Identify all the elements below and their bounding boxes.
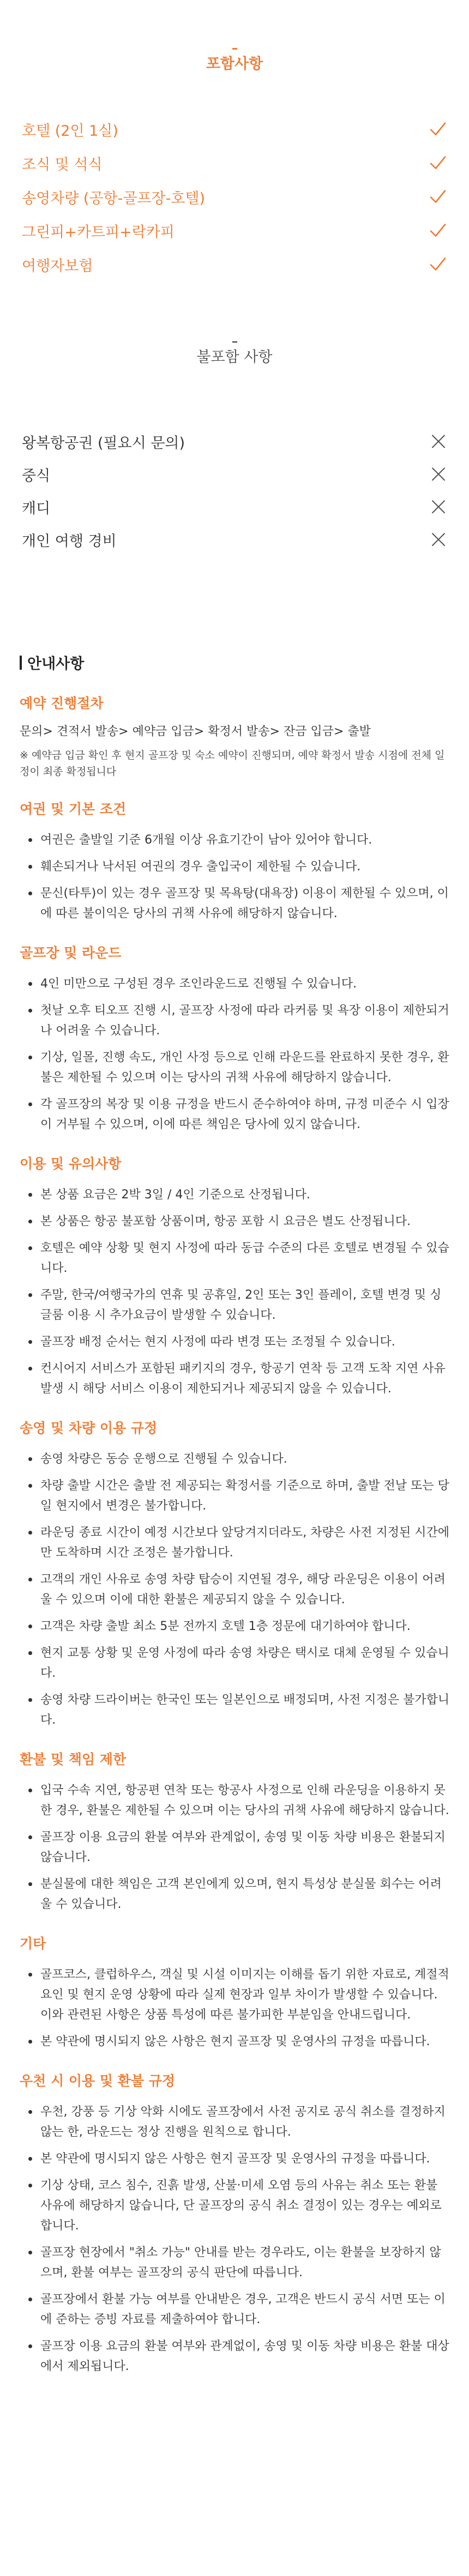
list-item: 골프장에서 환불 가능 여부를 안내받은 경우, 고객은 반드시 공식 서면 또는 이에 준하는 증빙 자료를 제출하여야 합니다. (25, 2289, 449, 2330)
list-item: 라운딩 종료 시간이 예정 시간보다 앞당겨지더라도, 차량은 사전 지정된 시간에만 도착하며 시간 조정은 불가합니다. (25, 1523, 449, 1563)
guide-block (20, 798, 449, 924)
list-item: 골프코스, 클럽하우스, 객실 및 시설 이미지는 이해를 돕기 위한 자료로, 계절적 요인 및 현지 운영 상황에 따라 실제 현장과 일부 차이가 발생할 수 있습니다. 이와 관련된 사항은 상품 특성에 따른 불가피한 부분임을 안내드립니다. (25, 1965, 449, 2025)
guide-block-heading: 여권 및 기본 조건 (20, 801, 127, 817)
guide-title (20, 652, 449, 673)
check-icon (429, 187, 447, 206)
list-item: 훼손되거나 낙서된 여권의 경우 출입국이 제한될 수 있습니다. (25, 857, 449, 877)
included-item (22, 214, 447, 247)
excluded-list (0, 425, 469, 556)
list-item: 골프장 현장에서 "취소 가능" 안내를 받는 경우라도, 이는 환불을 보장하지 않으며, 환불 여부는 골프장의 공식 판단에 따릅니다. (25, 2242, 449, 2283)
guide-block-list (20, 2102, 449, 2377)
check-icon (429, 154, 447, 172)
list-item: 여권은 출발일 기준 6개월 이상 유효기간이 남아 있어야 합니다. (25, 830, 449, 850)
included-marker (232, 48, 237, 50)
guide-block-heading: 환불 및 책임 제한 (20, 1751, 127, 1767)
included-item-label: 송영차량 (공항-골프장-호텔) (22, 190, 206, 207)
close-icon (430, 498, 447, 516)
excluded-header (0, 281, 469, 425)
list-item: 송영 차량 드라이버는 한국인 또는 일본인으로 배정되며, 사전 지정은 불가합니다. (25, 1690, 449, 1730)
list-item: 본 약관에 명시되지 않은 사항은 현지 골프장 및 운영사의 규정을 따릅니다. (25, 2149, 449, 2169)
booking-block (20, 693, 449, 780)
guide-section (0, 556, 469, 2377)
excluded-item-label: 왕복항공권 (필요시 문의) (22, 434, 185, 452)
included-title: 포함사항 (206, 56, 263, 72)
included-list (0, 112, 469, 281)
included-item-label: 호텔 (2인 1실) (22, 122, 118, 140)
list-item: 우천, 강풍 등 기상 악화 시에도 골프장에서 사전 공지로 공식 취소를 결정하지 않는 한, 라운드는 정상 진행을 원칙으로 합니다. (25, 2102, 449, 2142)
list-item: 차량 출발 시간은 출발 전 제공되는 확정서를 기준으로 하며, 출발 전날 또는 당일 현지에서 변경은 불가합니다. (25, 1476, 449, 1516)
guide-block-list (20, 830, 449, 924)
guide-block (20, 1153, 449, 1399)
list-item: 송영 차량은 동승 운행으로 진행될 수 있습니다. (25, 1449, 449, 1469)
booking-heading: 예약 진행절차 (20, 695, 104, 711)
guide-block-list (20, 1965, 449, 2052)
guide-block (20, 1749, 449, 1914)
booking-note: ※ 예약금 입금 확인 후 현지 골프장 및 숙소 예약이 진행되며, 예약 확정서 발송 시점에 전체 일정이 최종 확정됩니다 (20, 749, 445, 778)
list-item: 입국 수속 지연, 항공편 연착 또는 항공사 사정으로 인해 라운딩을 이용하지 못한 경우, 환불은 제한될 수 있으며 이는 당사의 귀책 사유에 해당하지 않습니다. (25, 1780, 449, 1821)
list-item: 고객의 개인 사유로 송영 차량 탑승이 지연될 경우, 해당 라운딩은 이용이 어려울 수 있으며 이에 대한 환불은 제공되지 않을 수 있습니다. (25, 1569, 449, 1610)
guide-sections (20, 798, 449, 2377)
included-item-label: 조식 및 석식 (22, 156, 103, 173)
list-item: 골프장 배정 순서는 현지 사정에 따라 변경 또는 조정될 수 있습니다. (25, 1332, 449, 1352)
excluded-item (22, 490, 447, 523)
excluded-marker (232, 341, 237, 343)
guide-block (20, 1933, 449, 2052)
check-icon (429, 255, 447, 274)
guide-block-heading: 송영 및 차량 이용 규정 (20, 1420, 158, 1436)
excluded-item (22, 425, 447, 458)
list-item: 기상, 일몰, 진행 속도, 개인 사정 등으로 인해 라운드를 완료하지 못한 경우, 환불은 제한될 수 있으며 이는 당사의 귀책 사유에 해당하지 않습니다. (25, 1047, 449, 1088)
list-item: 주말, 한국/여행국가의 연휴 및 공휴일, 2인 또는 3인 플레이, 호텔 변경 및 싱글룸 이용 시 추가요금이 발생할 수 있습니다. (25, 1285, 449, 1325)
included-header (0, 0, 469, 112)
list-item: 본 상품 요금은 2박 3일 / 4인 기준으로 산정됩니다. (25, 1185, 449, 1205)
included-item (22, 146, 447, 180)
guide-block (20, 942, 449, 1135)
included-item (22, 112, 447, 146)
list-item: 컨시어지 서비스가 포함된 패키지의 경우, 항공기 연착 등 고객 도착 지연 사유 발생 시 해당 서비스 이용이 제한되거나 제공되지 않을 수 있습니다. (25, 1359, 449, 1399)
list-item: 본 상품은 항공 불포함 상품이며, 항공 포함 시 요금은 별도 산정됩니다. (25, 1211, 449, 1232)
guide-block-list (20, 1185, 449, 1399)
included-item-label: 여행자보험 (22, 257, 93, 275)
check-icon (429, 221, 447, 240)
guide-title-text: 안내사항 (27, 656, 85, 672)
list-item: 호텔은 예약 상황 및 현지 사정에 따라 동급 수준의 다른 호텔로 변경될 수 있습니다. (25, 1238, 449, 1278)
excluded-item-label: 캐디 (22, 500, 51, 517)
guide-block-heading: 기타 (20, 1936, 46, 1951)
list-item: 분실물에 대한 책임은 고객 본인에게 있으며, 현지 특성상 분실물 회수는 어려울 수 있습니다. (25, 1874, 449, 1914)
list-item: 현지 교통 상황 및 운영 사정에 따라 송영 차량은 택시로 대체 운영될 수 있습니다. (25, 1643, 449, 1683)
guide-block-list (20, 974, 449, 1135)
list-item: 골프장 이용 요금의 환불 여부와 관계없이, 송영 및 이동 차량 비용은 환불되지 않습니다. (25, 1827, 449, 1868)
excluded-item (22, 523, 447, 556)
excluded-item (22, 458, 447, 490)
list-item: 4인 미만으로 구성된 경우 조인라운드로 진행될 수 있습니다. (25, 974, 449, 994)
excluded-title: 불포함 사항 (196, 349, 273, 366)
guide-block-list (20, 1780, 449, 1914)
guide-block-heading: 골프장 및 라운드 (20, 945, 122, 961)
guide-block-list (20, 1449, 449, 1730)
close-icon (430, 433, 447, 450)
list-item: 첫날 오후 티오프 진행 시, 골프장 사정에 따라 라커룸 및 욕장 이용이 제한되거나 어려울 수 있습니다. (25, 1001, 449, 1041)
list-item: 본 약관에 명시되지 않은 사항은 현지 골프장 및 운영사의 규정을 따릅니다. (25, 2032, 449, 2052)
guide-block-heading: 이용 및 유의사항 (20, 1156, 122, 1172)
close-icon (430, 531, 447, 548)
list-item: 문신(타투)이 있는 경우 골프장 및 목욕탕(대욕장) 이용이 제한될 수 있으며, 이에 따른 불이익은 당사의 귀책 사유에 해당하지 않습니다. (25, 883, 449, 924)
excluded-item-label: 개인 여행 경비 (22, 532, 117, 550)
guide-block-heading: 우천 시 이용 및 환불 규정 (20, 2073, 176, 2089)
excluded-item-label: 중식 (22, 467, 51, 484)
booking-process: 문의> 견적서 발송> 예약금 입금> 확정서 발송> 잔금 입금> 출발 (20, 725, 371, 738)
guide-block (20, 1417, 449, 1730)
list-item: 각 골프장의 복장 및 이용 규정을 반드시 준수하여야 하며, 규정 미준수 시 입장이 거부될 수 있으며, 이에 따른 책임은 당사에 있지 않습니다. (25, 1094, 449, 1135)
included-item (22, 247, 447, 281)
guide-title-bar (20, 656, 22, 670)
included-item-label: 그린피+카트피+락카피 (22, 223, 175, 241)
close-icon (430, 465, 447, 483)
list-item: 고객은 차량 출발 최소 5분 전까지 호텔 1층 정문에 대기하여야 합니다. (25, 1616, 449, 1636)
list-item: 골프장 이용 요금의 환불 여부와 관계없이, 송영 및 이동 차량 비용은 환불 대상에서 제외됩니다. (25, 2336, 449, 2377)
guide-block (20, 2070, 449, 2377)
check-icon (429, 120, 447, 138)
included-item (22, 180, 447, 214)
list-item: 기상 상태, 코스 침수, 진흙 발생, 산불·미세 오염 등의 사유는 취소 또는 환불 사유에 해당하지 않습니다, 단 골프장의 공식 취소 결정이 있는 경우는 예외로 합니다. (25, 2175, 449, 2236)
